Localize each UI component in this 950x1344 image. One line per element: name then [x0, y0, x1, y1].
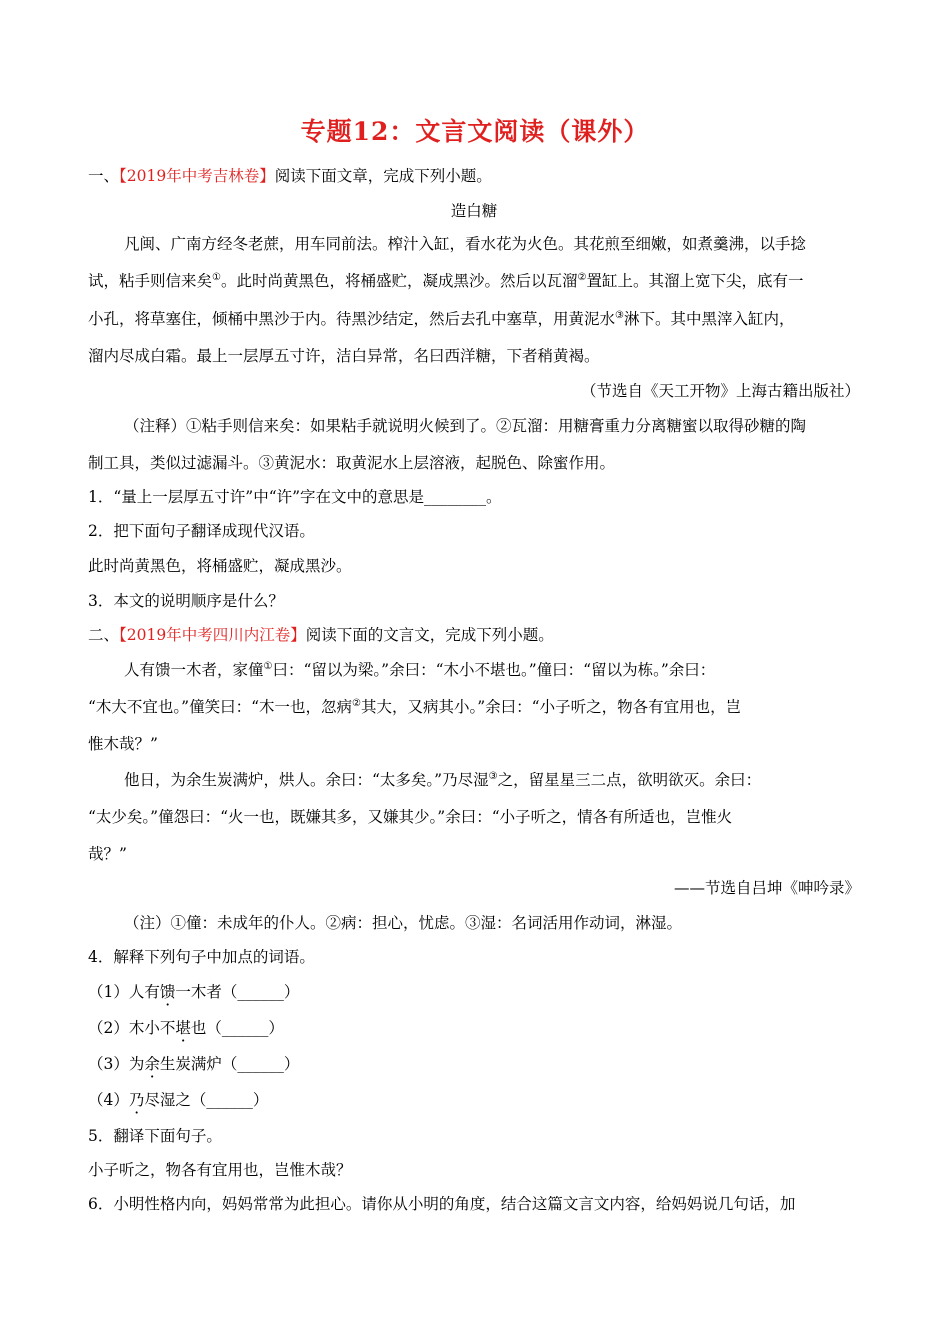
question-6: 6．小明性格内向，妈妈常常为此担心。请你从小明的角度，结合这篇文言文内容，给妈妈说几句话，加	[88, 1195, 796, 1213]
section2-instruction: 阅读下面的文言文，完成下列小题。	[305, 626, 554, 644]
passage1-line-1: 凡闽、广南方经冬老蔗，用车同前法。榨汁入缸，看水花为火色。其花煎至细嫩，如煮羹沸，以手捻	[124, 235, 807, 253]
passage1-line-4: 溜内尽成白霜。最上一层厚五寸许，洁白异常，名曰西洋糖，下者稍黄褐。	[88, 347, 600, 365]
text-span: 尽湿之（______）	[144, 1091, 269, 1109]
footnote-marker: ②	[352, 697, 361, 709]
question-1: 1．“量上一层厚五寸许”中“许”字在文中的意思是________。	[88, 488, 502, 506]
footnote-marker: ③	[615, 309, 624, 321]
passage2-line-1	[88, 659, 860, 681]
passage2-line-5: “太少矣。”僮怨曰：“火一也，既嫌其多，又嫌其少。”余曰：“小子听之，情各有所适也，岂惟火	[88, 808, 733, 826]
text-span: 淋下。其中黑滓入缸内，	[623, 310, 795, 328]
passage2-line-6: 哉？”	[88, 845, 127, 863]
question-2-sentence: 此时尚黄黑色，将桶盛贮，凝成黑沙。	[88, 557, 352, 575]
text-span: 一木者（______）	[175, 983, 300, 1001]
text-span: “木大不宜也。”僮笑曰：“木一也，忽病	[88, 698, 353, 716]
passage1-title: 造白糖	[450, 202, 498, 220]
text-span: 之，留星星三二点，欲明欲灭。余曰：	[497, 771, 762, 789]
passage2-line-4	[88, 769, 860, 791]
passage1-line-3	[88, 308, 860, 330]
passage2-line-2	[88, 696, 860, 718]
text-span: （3）为	[88, 1055, 145, 1073]
question-3: 3．本文的说明顺序是什么？	[88, 592, 284, 610]
text-span: 试，粘手则信来矣	[88, 272, 213, 290]
question-5: 5．翻译下面句子。	[88, 1127, 222, 1145]
text-span: 。此时尚黄黑色，将桶盛贮，凝成黑沙。然后以瓦溜	[220, 272, 578, 290]
text-span: （1）人有	[88, 983, 160, 1001]
page-title: 专题12：文言文阅读（课外）	[300, 117, 650, 146]
passage2-notes: （注）①僮：未成年的仆人。②病：担心，忧虑。③湿：名词活用作动词，淋湿。	[124, 914, 683, 932]
question-4: 4．解释下列句子中加点的词语。	[88, 948, 315, 966]
text-span: 小孔，将草塞住，倾桶中黑沙于内。待黑沙结定，然后去孔中塞草，用黄泥水	[88, 310, 616, 328]
passage1-line-2	[88, 270, 860, 292]
text-span: （2）木小不	[88, 1019, 176, 1037]
passage1-notes-line-1: （注释）①粘手则信来矣：如果粘手就说明火候到了。②瓦溜：用糖膏重力分离糖蜜以取得砂糖的陶	[124, 417, 807, 435]
question-2: 2．把下面句子翻译成现代汉语。	[88, 522, 315, 540]
passage2-source: ——节选自吕坤《呻吟录》	[673, 879, 860, 897]
passage2-line-3: 惟木哉？”	[88, 735, 158, 753]
question-4-item-1	[88, 981, 860, 1003]
question-4-item-4	[88, 1089, 860, 1111]
section1-source-tag: 【2019年中考吉林卷】	[119, 167, 275, 185]
passage1-notes-line-2: 制工具，类似过滤漏斗。③黄泥水：取黄泥水上层溶液，起脱色、除蜜作用。	[88, 454, 616, 472]
text-span: 其大，又病其小。”余曰：“小子听之，物各有宜用也，岂	[361, 698, 742, 716]
section1-heading	[88, 165, 860, 187]
text-span: 曰：“留以为梁。”余曰：“木小不堪也。”僮曰：“留以为栋。”余曰：	[272, 661, 716, 679]
section2-source-tag: 【2019年中考四川内江卷】	[119, 626, 306, 644]
section1-instruction: 阅读下面文章，完成下列小题。	[274, 167, 492, 185]
footnote-marker: ①	[263, 660, 273, 672]
question-5-sentence: 小子听之，物各有宜用也，岂惟木哉？	[88, 1161, 352, 1179]
text-span: 生炭满炉（______）	[159, 1055, 300, 1073]
footnote-marker: ③	[488, 770, 498, 782]
text-span: 置缸上。其溜上宽下尖，底有一	[586, 272, 804, 290]
section2-heading	[88, 624, 860, 646]
text-span: 人有馈一木者，家僮	[124, 661, 264, 679]
passage1-source: （节选自《天工开物》上海古籍出版社）	[580, 382, 860, 400]
footnote-marker: ②	[577, 271, 587, 283]
section2-prefix: 二、	[88, 626, 120, 644]
dotted-word: 余	[144, 1055, 160, 1073]
dotted-word: 馈	[159, 983, 176, 1001]
dotted-word: 乃	[128, 1091, 145, 1109]
dotted-word: 堪	[175, 1019, 191, 1037]
text-span: （4）	[88, 1091, 129, 1109]
text-span: 他日，为余生炭满炉，烘人。余曰：“太多矣。”乃尽湿	[124, 771, 489, 789]
section1-prefix: 一、	[88, 167, 120, 185]
text-span: 也（______）	[190, 1019, 284, 1037]
question-4-item-3	[88, 1053, 860, 1075]
question-4-item-2	[88, 1017, 860, 1039]
footnote-marker: ①	[212, 271, 221, 283]
